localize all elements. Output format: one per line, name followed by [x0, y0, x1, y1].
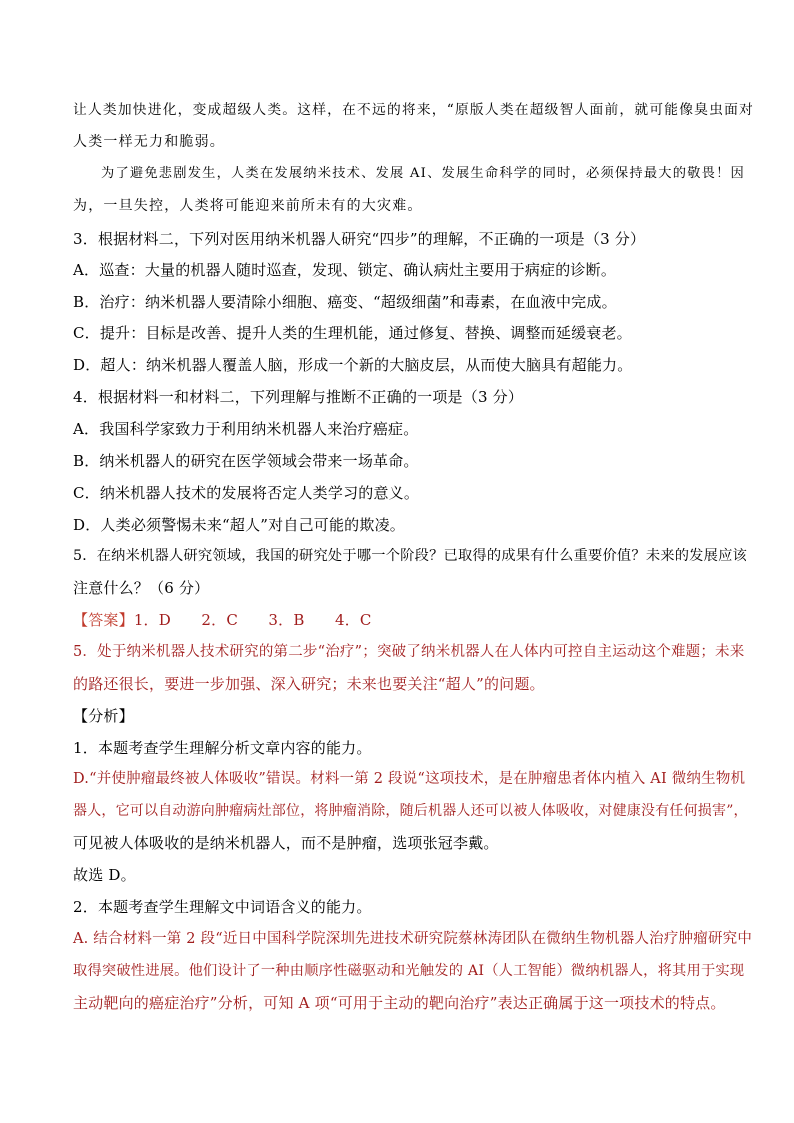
analysis-line: 取得突破性进展。他们设计了一种由顺序性磁驱动和光触发的 AI（人工智能）微纳机器人，将其用于实现 [73, 963, 745, 979]
material-line: 人类一样无力和脆弱。 [73, 134, 225, 150]
answer-q5-line: 5．处于纳米机器人技术研究的第二步“治疗”；突破了纳米机器人在人体内可控自主运动这个难题；未来 [73, 644, 745, 660]
answer-line [73, 610, 372, 630]
question-3-option-b: B．治疗：纳米机器人要清除小细胞、癌变、“超级细菌”和毒素，在血液中完成。 [73, 293, 617, 311]
analysis-line: D.“并使肿瘤最终被人体吸收”错误。材料一第 2 段说“这项技术，是在肿瘤患者体内植入 AI 微纳生物机 [73, 771, 746, 787]
question-5-stem: 5．在纳米机器人研究领域，我国的研究处于哪一个阶段？已取得的成果有什么重要价值？未来的发展应该 [73, 548, 747, 564]
question-4-option-b: B．纳米机器人的研究在医学领域会带来一场革命。 [73, 452, 419, 470]
question-4-stem: 4．根据材料一和材料二，下列理解与推断不正确的一项是（3 分） [73, 388, 524, 406]
answer-q5-line: 的路还很长，要进一步加强、深入研究；未来也要关注“超人”的问题。 [73, 675, 545, 693]
analysis-tag: 【分析】 [73, 707, 134, 725]
analysis-line: 器人，它可以自动游向肿瘤病灶部位，将肿瘤消除，随后机器人还可以被人体吸收，对健康没有任何损害”， [73, 803, 748, 819]
answer-choices: 1．D 2．C 3．B 4．C [133, 611, 372, 629]
analysis-line: 故选 D。 [73, 866, 136, 884]
question-5-stem: 注意什么？（6 分） [73, 579, 210, 597]
question-3-option-c: C．提升：目标是改善、提升人类的生理机能，通过修复、替换、调整而延缓衰老。 [73, 324, 632, 342]
analysis-line: 主动靶向的癌症治疗”分析，可知 A 项“可用于主动的靶向治疗”表达正确属于这一项技术的特点。 [73, 994, 726, 1012]
question-4-option-d: D．人类必须警惕未来“超人”对自己可能的欺凌。 [73, 516, 405, 534]
question-3-option-d: D．超人：纳米机器人覆盖人脑，形成一个新的大脑皮层，从而使大脑具有超能力。 [73, 356, 633, 374]
analysis-line: 1．本题考查学生理解分析文章内容的能力。 [73, 739, 372, 757]
answer-tag: 【答案】 [73, 611, 134, 629]
analysis-line: A. 结合材料一第 2 段“近日中国科学院深圳先进技术研究院蔡林涛团队在微纳生物机器人治疗肿瘤研究中 [73, 931, 753, 947]
analysis-line: 2．本题考查学生理解文中词语含义的能力。 [73, 898, 372, 916]
question-4-option-a: A．我国科学家致力于利用纳米机器人来治疗癌症。 [73, 420, 419, 438]
analysis-line: 可见被人体吸收的是纳米机器人，而不是肿瘤，选项张冠李戴。 [73, 834, 499, 852]
material-line: 让人类加快进化，变成超级人类。这样，在不远的将来，“原版人类在超级智人面前，就可能像臭虫面对 [73, 102, 754, 118]
material-line: 为了避免悲剧发生，人类在发展纳米技术、发展 AI、发展生命科学的同时，必须保持最大的敬畏！因 [101, 166, 745, 181]
question-3-stem: 3．根据材料二，下列对医用纳米机器人研究“四步”的理解，不正确的一项是（3 分） [73, 230, 646, 248]
material-line: 为，一旦失控，人类将可能迎来前所未有的大灾难。 [73, 198, 423, 214]
question-3-option-a: A．巡查：大量的机器人随时巡查，发现、锁定、确认病灶主要用于病症的诊断。 [73, 261, 617, 279]
question-4-option-c: C．纳米机器人技术的发展将否定人类学习的意义。 [73, 484, 420, 502]
